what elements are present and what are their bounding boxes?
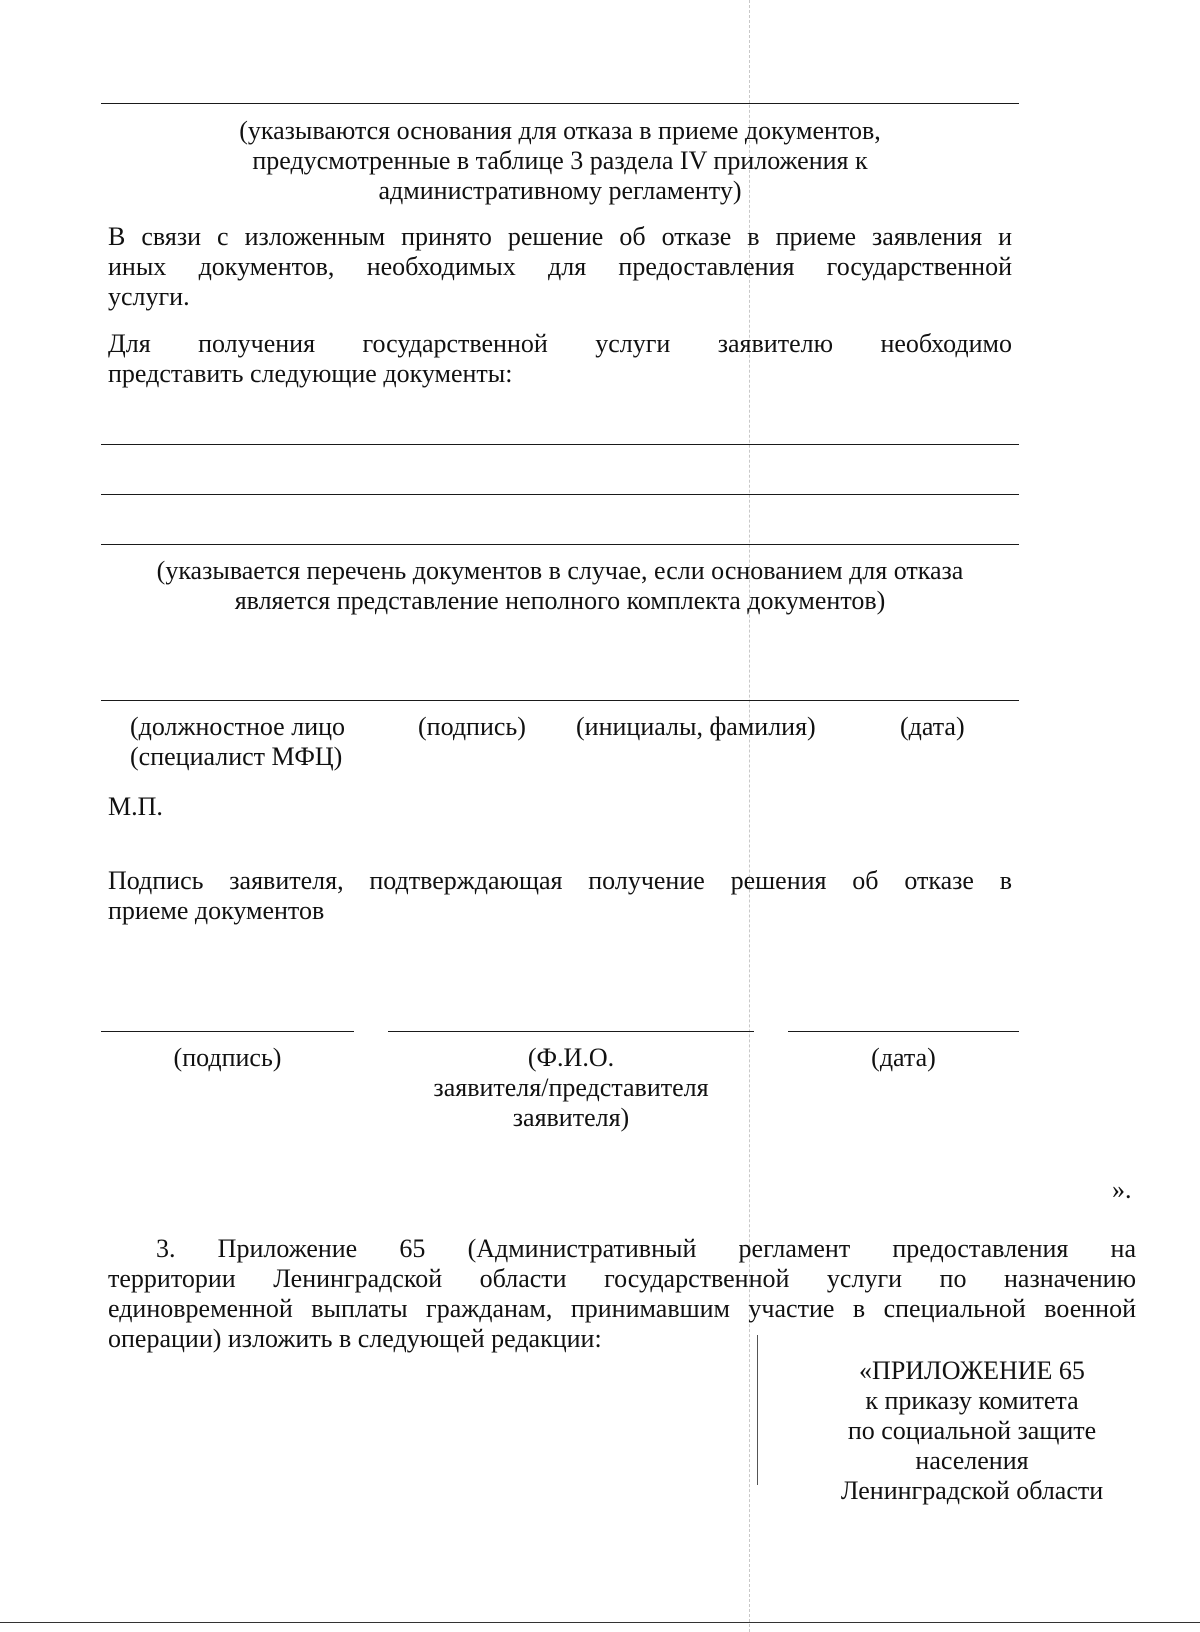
page-bottom-edge	[0, 1622, 1200, 1623]
appendix-header	[812, 1356, 1132, 1506]
documents-paragraph	[108, 329, 1012, 389]
decision-paragraph-line: В связи с изложенным принято решение об отказе в приеме заявления и	[108, 222, 1012, 251]
refusal-grounds-note-line: предусмотренные в таблице 3 раздела IV приложения к	[252, 146, 868, 175]
official-signature-label: (подпись)	[418, 712, 526, 741]
official-date-label: (дата)	[900, 712, 965, 741]
item3-paragraph	[108, 1234, 1136, 1354]
documents-note-line: является представление неполного комплекта документов)	[234, 586, 886, 615]
decision-paragraph-line: иных документов, необходимых для предоставления государственной	[108, 252, 1012, 281]
appendix-header-line: к приказу комитета	[865, 1386, 1079, 1415]
applicant-confirmation-line: приеме документов	[108, 896, 325, 925]
documents-paragraph-line: Для получения государственной услуги заявителю необходимо	[108, 329, 1012, 358]
refusal-grounds-note-line: (указываются основания для отказа в приеме документов,	[239, 116, 881, 145]
official-position-label	[130, 712, 390, 772]
documents-note	[110, 556, 1010, 616]
item3-paragraph-line: операции) изложить в следующей редакции:	[108, 1324, 602, 1353]
decision-paragraph-line: услуги.	[108, 282, 190, 311]
applicant-signature-label: (подпись)	[173, 1043, 282, 1072]
applicant-name-label	[388, 1043, 754, 1133]
documents-fill-line	[101, 544, 1019, 545]
appendix-header-line: «ПРИЛОЖЕНИЕ 65	[859, 1356, 1085, 1385]
applicant-date-line	[788, 1031, 1019, 1032]
applicant-name-line	[388, 1031, 754, 1032]
official-name-label: (инициалы, фамилия)	[576, 712, 816, 741]
official-position-label-line: (специалист МФЦ)	[130, 742, 343, 771]
official-position-label-line: (должностное лицо	[130, 712, 346, 741]
refusal-grounds-note	[180, 116, 940, 206]
fold-crease	[757, 1335, 758, 1485]
official-signature-line	[101, 700, 1019, 701]
item3-paragraph-line: территории Ленинградской области государственной услуги по назначению	[108, 1264, 1136, 1293]
appendix-header-line: населения	[915, 1446, 1029, 1475]
seal-mark: М.П.	[108, 792, 163, 821]
applicant-signature-line	[101, 1031, 354, 1032]
refusal-grounds-fill-line	[101, 103, 1019, 104]
applicant-confirmation	[108, 866, 1012, 926]
applicant-date-label: (дата)	[871, 1043, 936, 1072]
closing-quote: ».	[1112, 1175, 1132, 1204]
appendix-header-line: Ленинградской области	[840, 1476, 1104, 1505]
applicant-confirmation-line: Подпись заявителя, подтверждающая получение решения об отказе в	[108, 866, 1012, 895]
applicant-name-label-line: заявителя/представителя	[433, 1073, 709, 1102]
documents-fill-line	[101, 494, 1019, 495]
applicant-name-label-line: (Ф.И.О.	[527, 1043, 615, 1072]
item3-paragraph-line: единовременной выплаты гражданам, принимавшим участие в специальной военной	[108, 1294, 1136, 1323]
documents-fill-line	[101, 444, 1019, 445]
applicant-name-label-line: заявителя)	[512, 1103, 630, 1132]
decision-paragraph	[108, 222, 1012, 312]
appendix-header-line: по социальной защите	[847, 1416, 1097, 1445]
documents-paragraph-line: представить следующие документы:	[108, 359, 513, 388]
documents-note-line: (указывается перечень документов в случае, если основанием для отказа	[156, 556, 964, 585]
item3-paragraph-line: 3. Приложение 65 (Административный регламент предоставления на	[156, 1234, 1136, 1263]
refusal-grounds-note-line: административному регламенту)	[378, 176, 742, 205]
